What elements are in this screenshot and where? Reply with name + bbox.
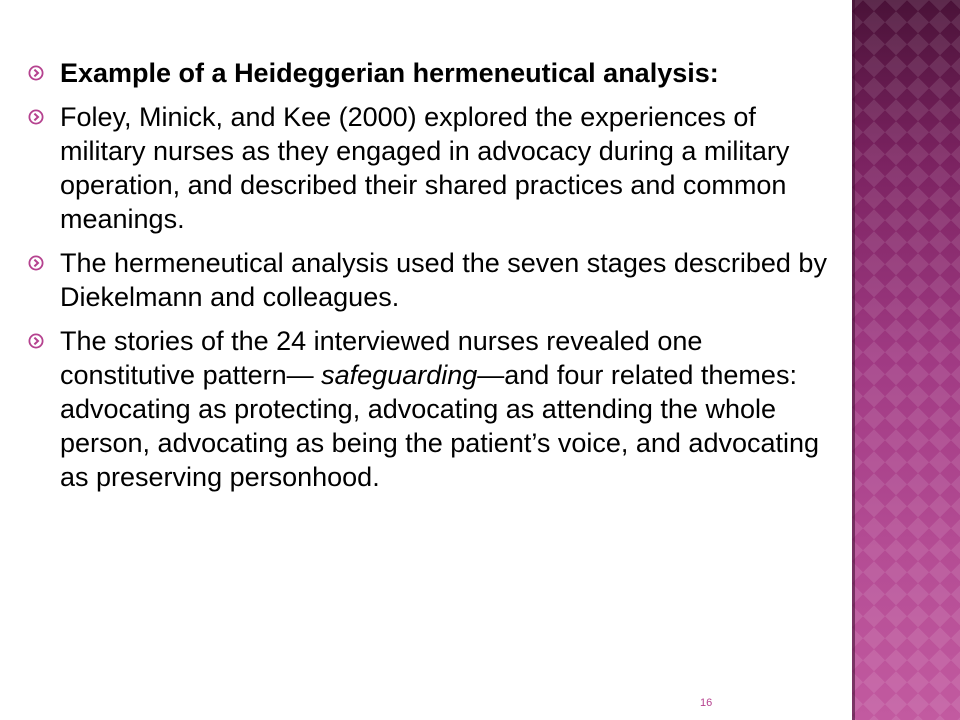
bullet-item-heading [28, 56, 828, 90]
bullet-item-study [28, 100, 828, 236]
bullet-item-stages [28, 246, 828, 314]
bullet-text-before: The stories of the 24 interviewed nurses revealed one constitutive pattern— [60, 326, 703, 390]
bullet-list [28, 56, 828, 504]
page-number: 16 [700, 697, 713, 709]
circled-arrow-icon [28, 65, 44, 81]
bullet-text: Example of a Heideggerian hermeneutical analysis: [60, 58, 719, 88]
bullet-text: The hermeneutical analysis used the seven stages described by Diekelmann and colleagues. [60, 248, 827, 312]
bullet-text-after: —and four related themes: advocating as protecting, advocating as attending the whole person, advocating as being the patient’s voice, and advocating as preserving personhood. [60, 360, 820, 492]
bullet-item-themes [28, 324, 828, 494]
circled-arrow-icon [28, 109, 44, 125]
bullet-text [60, 326, 819, 492]
bullet-text: Foley, Minick, and Kee (2000) explored the experiences of military nurses as they engaged in advocacy during a military operation, and described their shared practices and common meanings. [60, 102, 790, 234]
circled-arrow-icon [28, 255, 44, 271]
bullet-text-emphasis: safeguarding [321, 360, 478, 390]
decorative-side-panel [852, 0, 960, 720]
circled-arrow-icon [28, 333, 44, 349]
